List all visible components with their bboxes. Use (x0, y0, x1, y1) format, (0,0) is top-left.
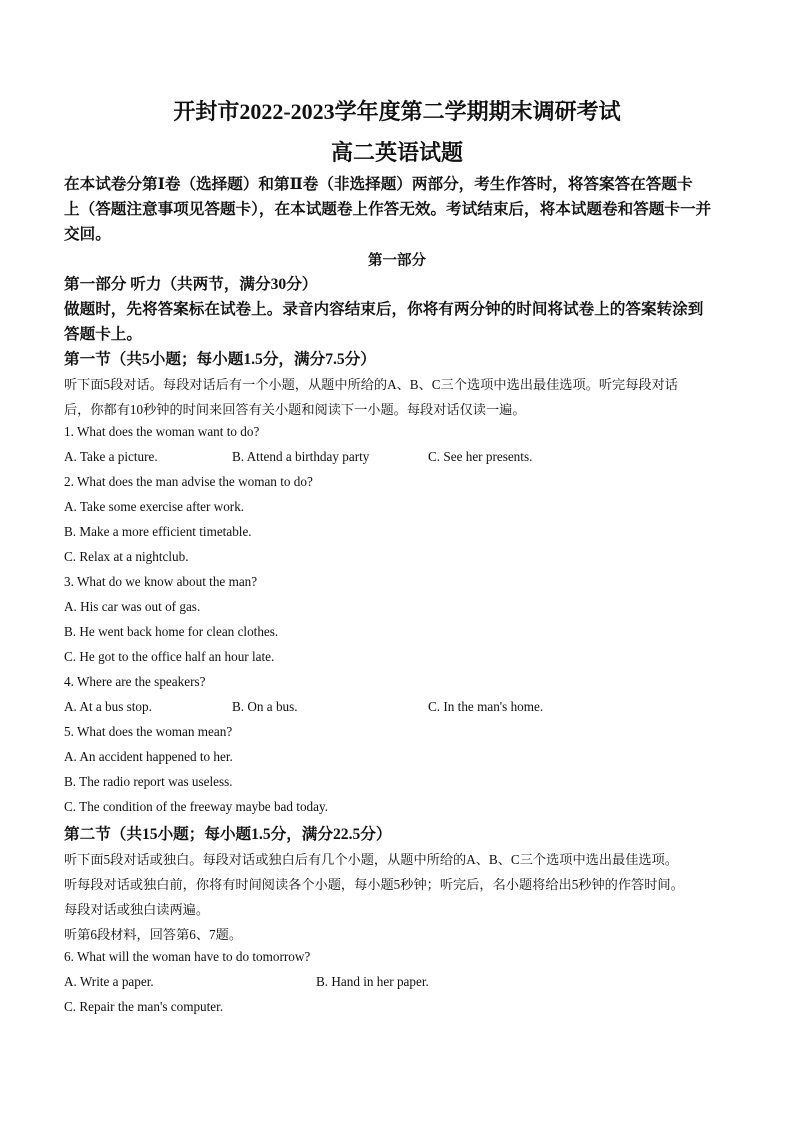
question-4-stem: 4. Where are the speakers? (64, 674, 206, 689)
question-5-option-c: C. The condition of the freeway maybe bad today. (64, 799, 329, 814)
page-title: 开封市2022-2023学年度第二学期期末调研考试 (173, 99, 621, 124)
question-4-option-a: A. At a bus stop. (64, 699, 152, 714)
question-6-stem: 6. What will the woman have to do tomorrow? (64, 949, 311, 964)
material-note: 听第6段材料，回答第6、7题。 (64, 927, 243, 942)
question-3-option-c: C. He got to the office half an hour late. (64, 649, 275, 664)
section2-heading: 第二节（共15小题；每小题1.5分，满分22.5分） (64, 826, 392, 843)
section2-instruction-3: 每段对话或独白读两遍。 (64, 902, 210, 917)
part-heading: 第一部分 (368, 253, 426, 269)
question-6-option-b: B. Hand in her paper. (316, 974, 429, 989)
question-5-option-b: B. The radio report was useless. (64, 774, 233, 789)
section1-instruction-2: 后，你都有10秒钟的时间来回答有关小题和阅读下一小题。每段对话仅读一遍。 (64, 402, 526, 417)
question-1-stem: 1. What does the woman want to do? (64, 424, 260, 439)
section2-instruction-2: 听每段对话或独白前，你将有时间阅读各个小题，每小题5秒钟；听完后，名小题将给出5秒钟的作答时间。 (64, 877, 684, 892)
question-2-stem: 2. What does the man advise the woman to do? (64, 474, 313, 489)
listening-heading: 第一部分 听力（共两节，满分30分） (64, 276, 318, 293)
listening-instruction-1: 做题时，先将答案标在试卷上。录音内容结束后，你将有两分钟的时间将试卷上的答案转涂到 (64, 301, 704, 318)
question-5-stem: 5. What does the woman mean? (64, 724, 233, 739)
listening-instruction-2: 答题卡上。 (64, 326, 142, 343)
question-6-option-c: C. Repair the man's computer. (64, 999, 224, 1014)
question-5-option-a: A. An accident happened to her. (64, 749, 233, 764)
question-6-option-a: A. Write a paper. (64, 974, 154, 989)
page-subtitle: 高二英语试题 (330, 140, 463, 165)
intro-line-3: 交回。 (64, 226, 111, 243)
question-2-option-a: A. Take some exercise after work. (64, 499, 245, 514)
question-3-option-b: B. He went back home for clean clothes. (64, 624, 279, 639)
section2-instruction-1: 听下面5段对话或独白。每段对话或独白后有几个小题，从题中所给的A、B、C三个选项中选出最佳选项。 (64, 852, 678, 867)
question-4-option-c: C. In the man's home. (428, 699, 544, 714)
intro-line-2: 上（答题注意事项见答题卡），在本试题卷上作答无效。考试结束后，将本试题卷和答题卡一并 (64, 201, 712, 218)
question-2-option-b: B. Make a more efficient timetable. (64, 524, 252, 539)
question-1-option-c: C. See her presents. (428, 449, 533, 464)
question-2-option-c: C. Relax at a nightclub. (64, 549, 189, 564)
question-3-option-a: A. His car was out of gas. (64, 599, 201, 614)
section1-heading: 第一节（共5小题；每小题1.5分，满分7.5分） (64, 351, 376, 368)
question-3-stem: 3. What do we know about the man? (64, 574, 258, 589)
intro-line-1: 在本试卷分第Ⅰ卷（选择题）和第Ⅱ卷（非选择题）两部分，考生作答时，将答案答在答题卡 (64, 176, 693, 193)
question-1-option-a: A. Take a picture. (64, 449, 158, 464)
question-1-option-b: B. Attend a birthday party (232, 449, 370, 464)
question-4-option-b: B. On a bus. (232, 699, 298, 714)
section1-instruction-1: 听下面5段对话。每段对话后有一个小题，从题中所给的A、B、C三个选项中选出最佳选项。听完每段对话 (64, 377, 678, 392)
